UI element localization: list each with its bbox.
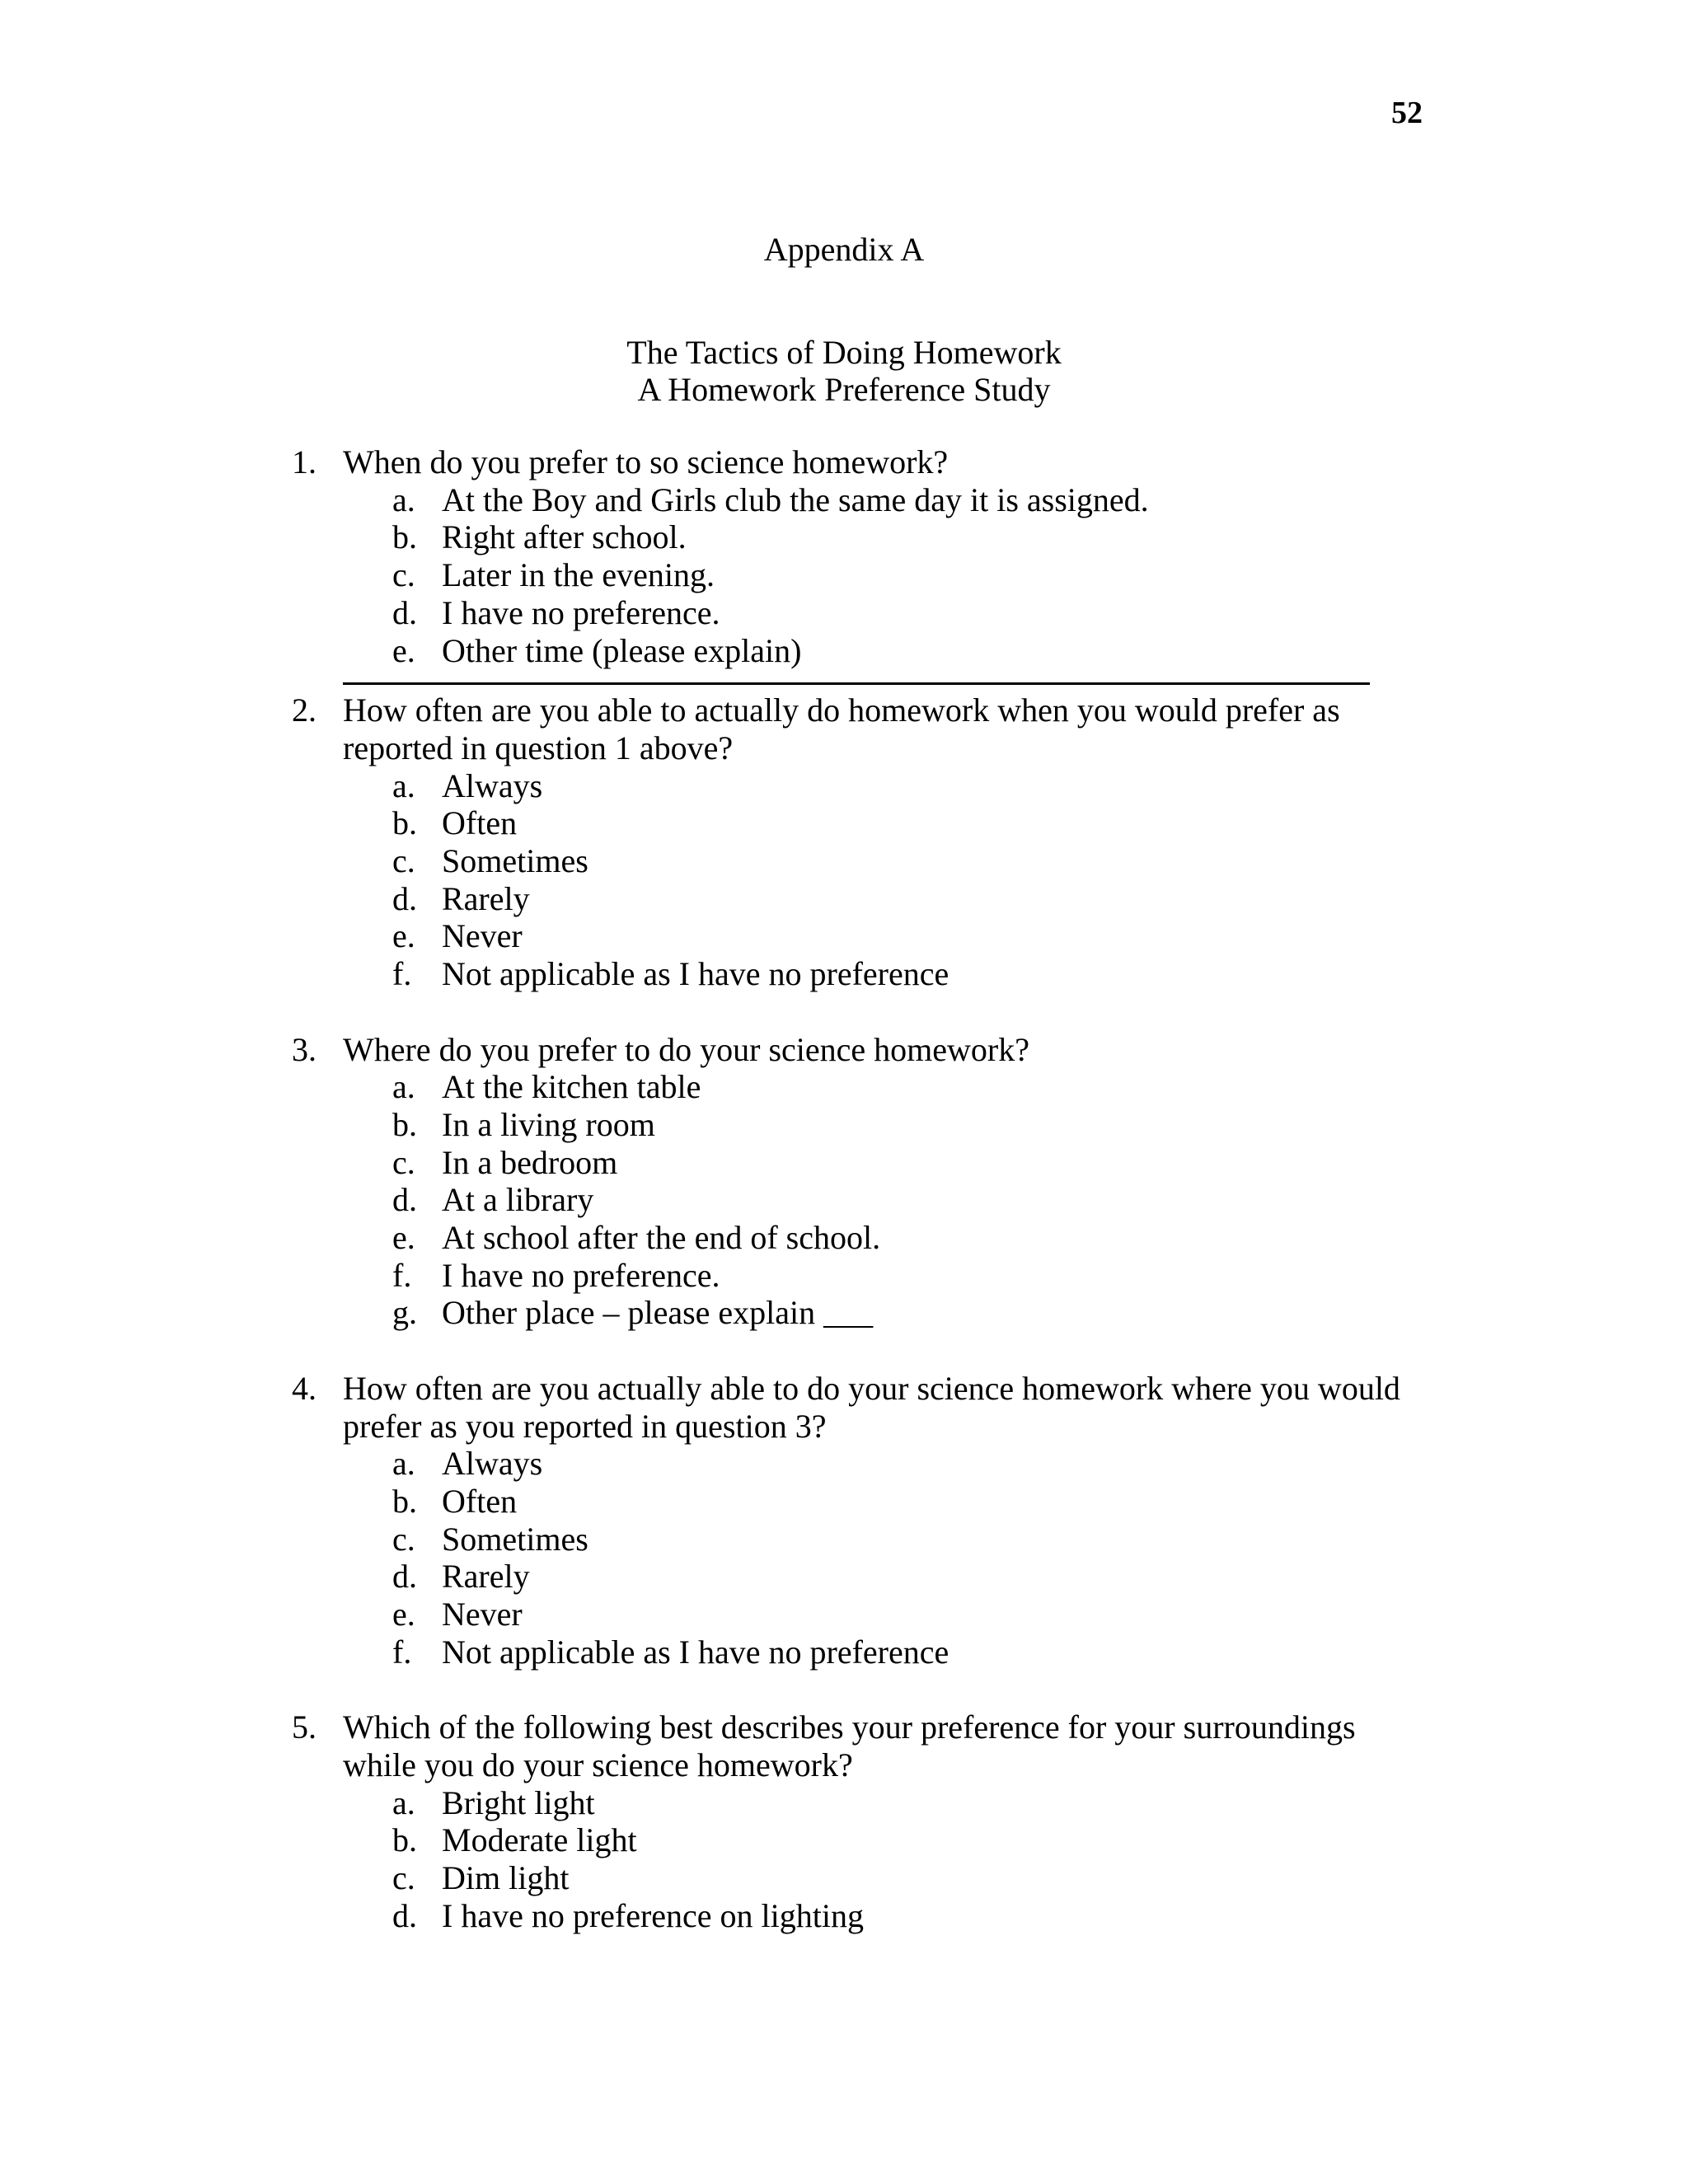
option-item [343, 1181, 1421, 1219]
question-text: How often are you actually able to do your science homework where you would prefer as you reported in question 3? [343, 1369, 1400, 1445]
option-item [343, 1219, 1421, 1257]
option-text: Often [442, 1482, 518, 1520]
option-letter: a. [392, 1445, 415, 1483]
question-number: 2. [292, 691, 316, 729]
option-item [343, 1821, 1421, 1859]
option-letter: b. [392, 1482, 417, 1520]
option-item [343, 1596, 1421, 1633]
option-text: Other time (please explain) [442, 631, 802, 669]
option-text: I have no preference. [442, 1256, 720, 1294]
option-item [343, 1106, 1421, 1144]
question-2 [292, 691, 1421, 993]
option-text: Always [442, 1445, 543, 1483]
option-letter: e. [392, 1596, 415, 1633]
question-text: Which of the following best describes your preference for your surroundings while you do your science homework? [343, 1708, 1356, 1783]
appendix-title: Appendix A [763, 231, 925, 268]
section-spacer [292, 993, 1421, 1031]
option-text: Rarely [442, 1558, 530, 1596]
option-item [343, 1445, 1421, 1483]
option-item [343, 1144, 1421, 1182]
option-item [343, 556, 1421, 594]
question-5 [292, 1708, 1421, 1934]
option-item [343, 767, 1421, 805]
option-text: Rarely [442, 879, 530, 917]
question-1 [292, 443, 1421, 669]
option-letter: b. [392, 1821, 417, 1859]
option-letter: f. [392, 1633, 412, 1671]
option-item [343, 481, 1421, 519]
option-letter: d. [392, 1558, 417, 1596]
option-text: Often [442, 804, 518, 842]
option-letter: b. [392, 804, 417, 842]
option-text: Sometimes [442, 842, 588, 880]
answer-blank-line [343, 682, 1370, 685]
option-letter: e. [392, 1219, 415, 1257]
study-subtitle: A Homework Preference Study [637, 371, 1051, 408]
option-letter: f. [392, 955, 412, 993]
question-number: 5. [292, 1708, 316, 1746]
option-list [343, 481, 1421, 670]
option-letter: f. [392, 1256, 412, 1294]
option-letter: a. [392, 480, 415, 518]
option-letter: e. [392, 917, 415, 955]
option-text: Dim light [442, 1858, 570, 1896]
option-list [343, 1068, 1421, 1332]
study-title: The Tactics of Doing Homework [626, 334, 1062, 371]
option-letter: d. [392, 1181, 417, 1219]
option-item [343, 518, 1421, 556]
option-item [343, 955, 1421, 993]
option-letter: c. [392, 556, 415, 594]
option-letter: c. [392, 1520, 415, 1558]
option-text: At school after the end of school. [442, 1219, 881, 1257]
section-spacer [292, 1332, 1421, 1370]
option-letter: d. [392, 1896, 417, 1934]
option-letter: c. [392, 1858, 415, 1896]
option-item [343, 1294, 1421, 1332]
option-letter: g. [392, 1294, 417, 1332]
option-text: Later in the evening. [442, 556, 715, 594]
option-text: At the Boy and Girls club the same day it is assigned. [442, 480, 1149, 518]
option-letter: d. [392, 593, 417, 631]
option-letter: c. [392, 842, 415, 880]
questionnaire [292, 443, 1421, 1934]
option-item [343, 1483, 1421, 1521]
option-item [343, 1633, 1421, 1671]
option-list [343, 1445, 1421, 1671]
option-letter: a. [392, 1068, 415, 1106]
option-item [343, 1521, 1421, 1558]
option-text: Always [442, 766, 543, 804]
option-item [343, 594, 1421, 632]
option-text: Moderate light [442, 1821, 637, 1859]
question-text: Where do you prefer to do your science homework? [343, 1030, 1030, 1068]
question-3 [292, 1031, 1421, 1333]
option-letter: d. [392, 879, 417, 917]
question-text: How often are you able to actually do homework when you would prefer as reported in question 1 above? [343, 691, 1340, 766]
section-spacer [292, 1671, 1421, 1708]
option-letter: e. [392, 631, 415, 669]
question-text: When do you prefer to so science homework? [343, 443, 949, 480]
option-text: Never [442, 917, 523, 955]
option-letter: c. [392, 1143, 415, 1181]
question-number: 1. [292, 443, 316, 480]
option-text: Sometimes [442, 1520, 588, 1558]
option-text: Right after school. [442, 518, 687, 556]
option-list [343, 767, 1421, 993]
option-letter: a. [392, 1783, 415, 1821]
question-4 [292, 1370, 1421, 1671]
option-item [343, 880, 1421, 918]
option-text: Not applicable as I have no preference [442, 1633, 950, 1671]
option-text: I have no preference on lighting [442, 1896, 865, 1934]
option-text: In a bedroom [442, 1143, 618, 1181]
option-text: Bright light [442, 1783, 595, 1821]
option-text: Other place – please explain ___ [442, 1294, 874, 1332]
option-item [343, 917, 1421, 955]
page-number: 52 [1391, 96, 1423, 130]
option-text: At the kitchen table [442, 1068, 701, 1106]
option-item [343, 1068, 1421, 1106]
option-item [343, 1784, 1421, 1822]
option-letter: a. [392, 766, 415, 804]
option-item [343, 804, 1421, 842]
option-item [343, 1897, 1421, 1935]
option-text: Not applicable as I have no preference [442, 955, 950, 993]
option-letter: b. [392, 1105, 417, 1143]
option-item [343, 1859, 1421, 1897]
option-text: Never [442, 1596, 523, 1633]
option-item [343, 1558, 1421, 1596]
option-text: In a living room [442, 1105, 655, 1143]
option-text: At a library [442, 1181, 594, 1219]
option-item [343, 1257, 1421, 1295]
option-list [343, 1784, 1421, 1935]
option-item [343, 632, 1421, 670]
question-number: 4. [292, 1369, 316, 1407]
option-text: I have no preference. [442, 593, 720, 631]
option-letter: b. [392, 518, 417, 556]
option-item [343, 842, 1421, 880]
question-number: 3. [292, 1030, 316, 1068]
